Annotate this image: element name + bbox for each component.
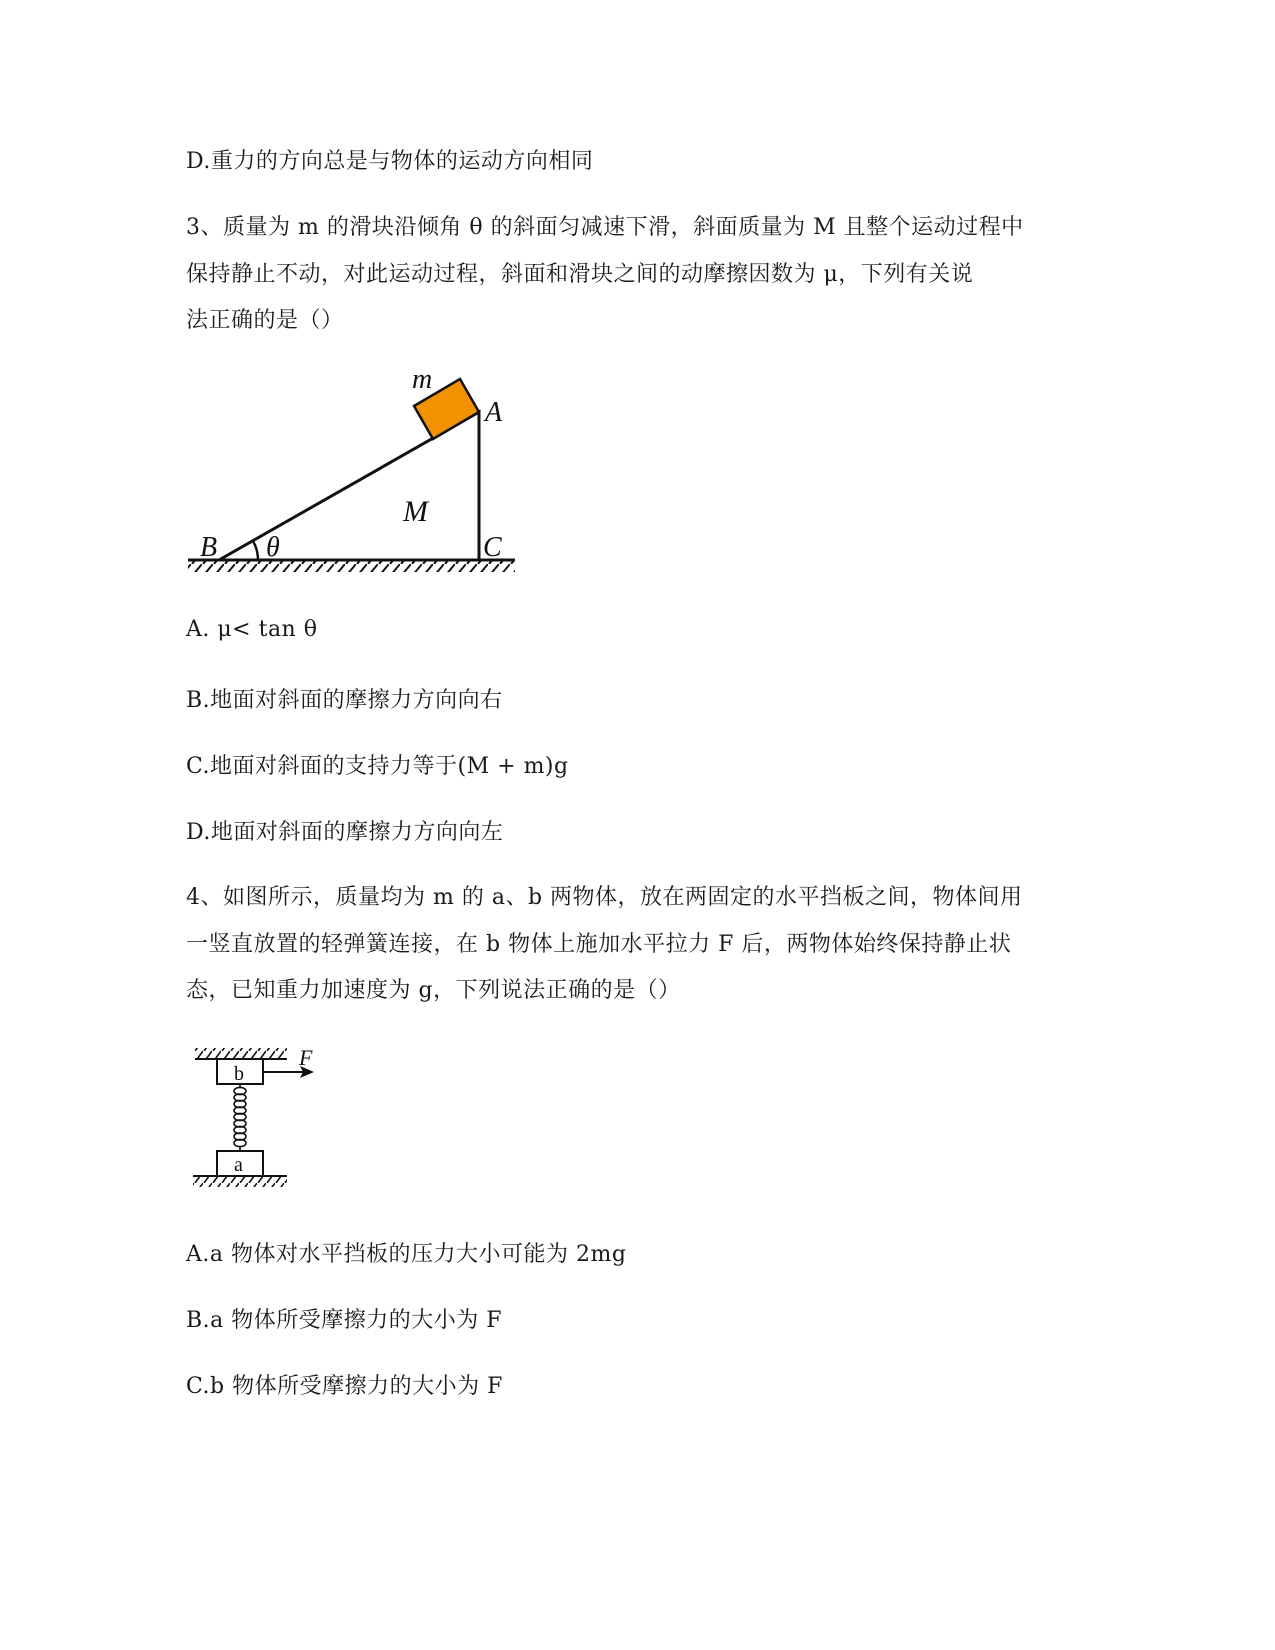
angle-arc — [253, 541, 258, 560]
ground-hatching — [188, 560, 515, 572]
q4-option-b: B.a 物体所受摩擦力的大小为 F — [186, 1308, 503, 1333]
label-F: F — [299, 1045, 313, 1070]
spring — [234, 1084, 246, 1151]
label-C: C — [483, 532, 502, 563]
q2-option-d: D.重力的方向总是与物体的运动方向相同 — [186, 149, 594, 174]
q3-option-c: C.地面对斜面的支持力等于(M + m)g — [186, 754, 569, 779]
q4-option-a: A.a 物体对水平挡板的压力大小可能为 2mg — [186, 1242, 627, 1267]
q3-option-b: B.地面对斜面的摩擦力方向向右 — [186, 688, 503, 713]
q3-option-d: D.地面对斜面的摩擦力方向向左 — [186, 820, 504, 845]
block-b-label: b — [234, 1063, 244, 1085]
q3-stem-line-3: 法正确的是（） — [186, 308, 344, 333]
q3-stem-line-2: 保持静止不动，对此运动过程，斜面和滑块之间的动摩擦因数为 μ，下列有关说 — [186, 262, 974, 287]
top-board-hatching — [195, 1048, 287, 1059]
label-A: A — [485, 397, 503, 428]
label-M: M — [403, 495, 428, 528]
q4-stem-line-2: 一竖直放置的轻弹簧连接，在 b 物体上施加水平拉力 F 后，两物体始终保持静止状 — [186, 932, 1012, 957]
spring-figure — [185, 1040, 335, 1195]
q4-stem-line-3: 态，已知重力加速度为 g，下列说法正确的是（） — [186, 978, 681, 1003]
bottom-board-hatching — [193, 1176, 287, 1187]
label-theta: θ — [266, 532, 280, 563]
block-a-label: a — [234, 1154, 243, 1176]
q4-option-c: C.b 物体所受摩擦力的大小为 F — [186, 1374, 503, 1399]
label-B: B — [200, 532, 218, 563]
label-m: m — [412, 364, 433, 395]
q4-stem-line-1: 4、如图所示，质量均为 m 的 a、b 两物体，放在两固定的水平挡板之间，物体间用 — [186, 885, 1023, 910]
q3-option-a: A. μ< tan θ — [186, 617, 318, 642]
incline-figure — [180, 360, 525, 585]
q3-stem-line-1: 3、质量为 m 的滑块沿倾角 θ 的斜面匀减速下滑，斜面质量为 M 且整个运动过程中 — [186, 215, 1024, 240]
